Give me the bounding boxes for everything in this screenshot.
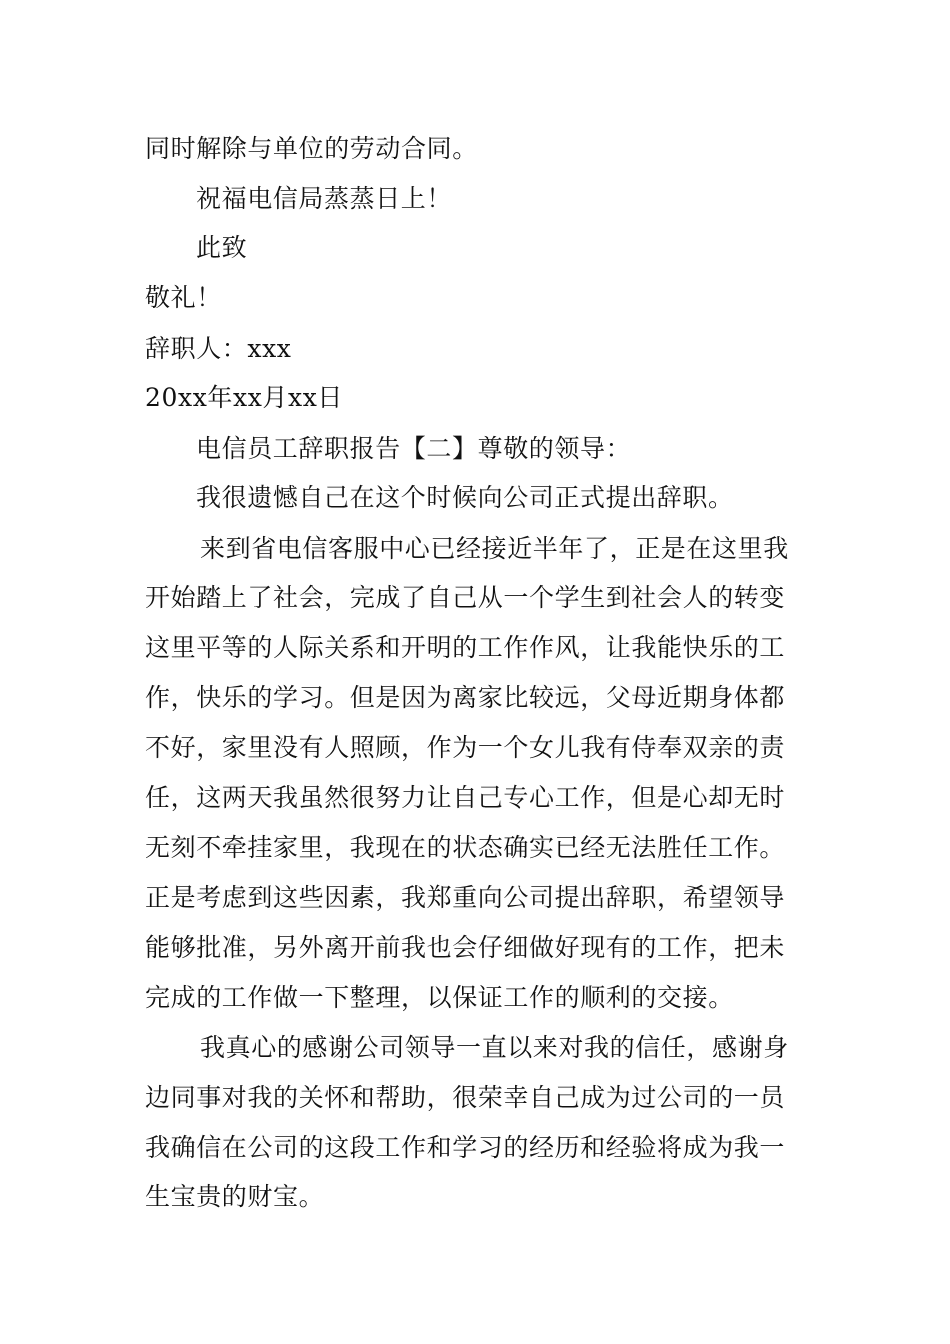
text-line-6: 20xx年xx月xx日	[145, 383, 344, 412]
text-line-14: 任，这两天我虽然很努力让自己专心工作，但是心却无时	[145, 783, 786, 812]
text-line-16: 正是考虑到这些因素，我郑重向公司提出辞职，希望领导	[145, 883, 786, 912]
text-line-10: 开始踏上了社会，完成了自己从一个学生到社会人的转变	[145, 583, 786, 612]
text-line-17: 能够批准，另外离开前我也会仔细做好现有的工作，把未	[145, 933, 786, 962]
text-line-11: 这里平等的人际关系和开明的工作作风，让我能快乐的工	[145, 633, 786, 662]
text-line-1: 同时解除与单位的劳动合同。	[145, 134, 478, 163]
text-line-5: 辞职人：xxx	[145, 334, 292, 363]
text-line-13: 不好，家里没有人照顾，作为一个女儿我有侍奉双亲的责	[145, 733, 786, 762]
text-line-7: 电信员工辞职报告【二】尊敬的领导：	[196, 434, 632, 463]
text-line-19: 我真心的感谢公司领导一直以来对我的信任，感谢身	[200, 1033, 789, 1062]
text-line-20: 边同事对我的关怀和帮助，很荣幸自己成为过公司的一员	[145, 1083, 786, 1112]
text-line-15: 无刻不牵挂家里，我现在的状态确实已经无法胜任工作。	[145, 833, 786, 862]
text-line-8: 我很遗憾自己在这个时候向公司正式提出辞职。	[196, 483, 734, 512]
text-line-9: 来到省电信客服中心已经接近半年了，正是在这里我	[200, 534, 789, 563]
text-line-2: 祝福电信局蒸蒸日上！	[196, 184, 453, 213]
text-line-18: 完成的工作做一下整理，以保证工作的顺利的交接。	[145, 983, 734, 1012]
text-line-22: 生宝贵的财宝。	[145, 1182, 325, 1211]
text-line-4: 敬礼！	[145, 283, 222, 312]
text-line-3: 此致	[196, 233, 248, 262]
text-line-12: 作，快乐的学习。但是因为离家比较远，父母近期身体都	[145, 683, 786, 712]
text-line-21: 我确信在公司的这段工作和学习的经历和经验将成为我一	[145, 1133, 786, 1162]
